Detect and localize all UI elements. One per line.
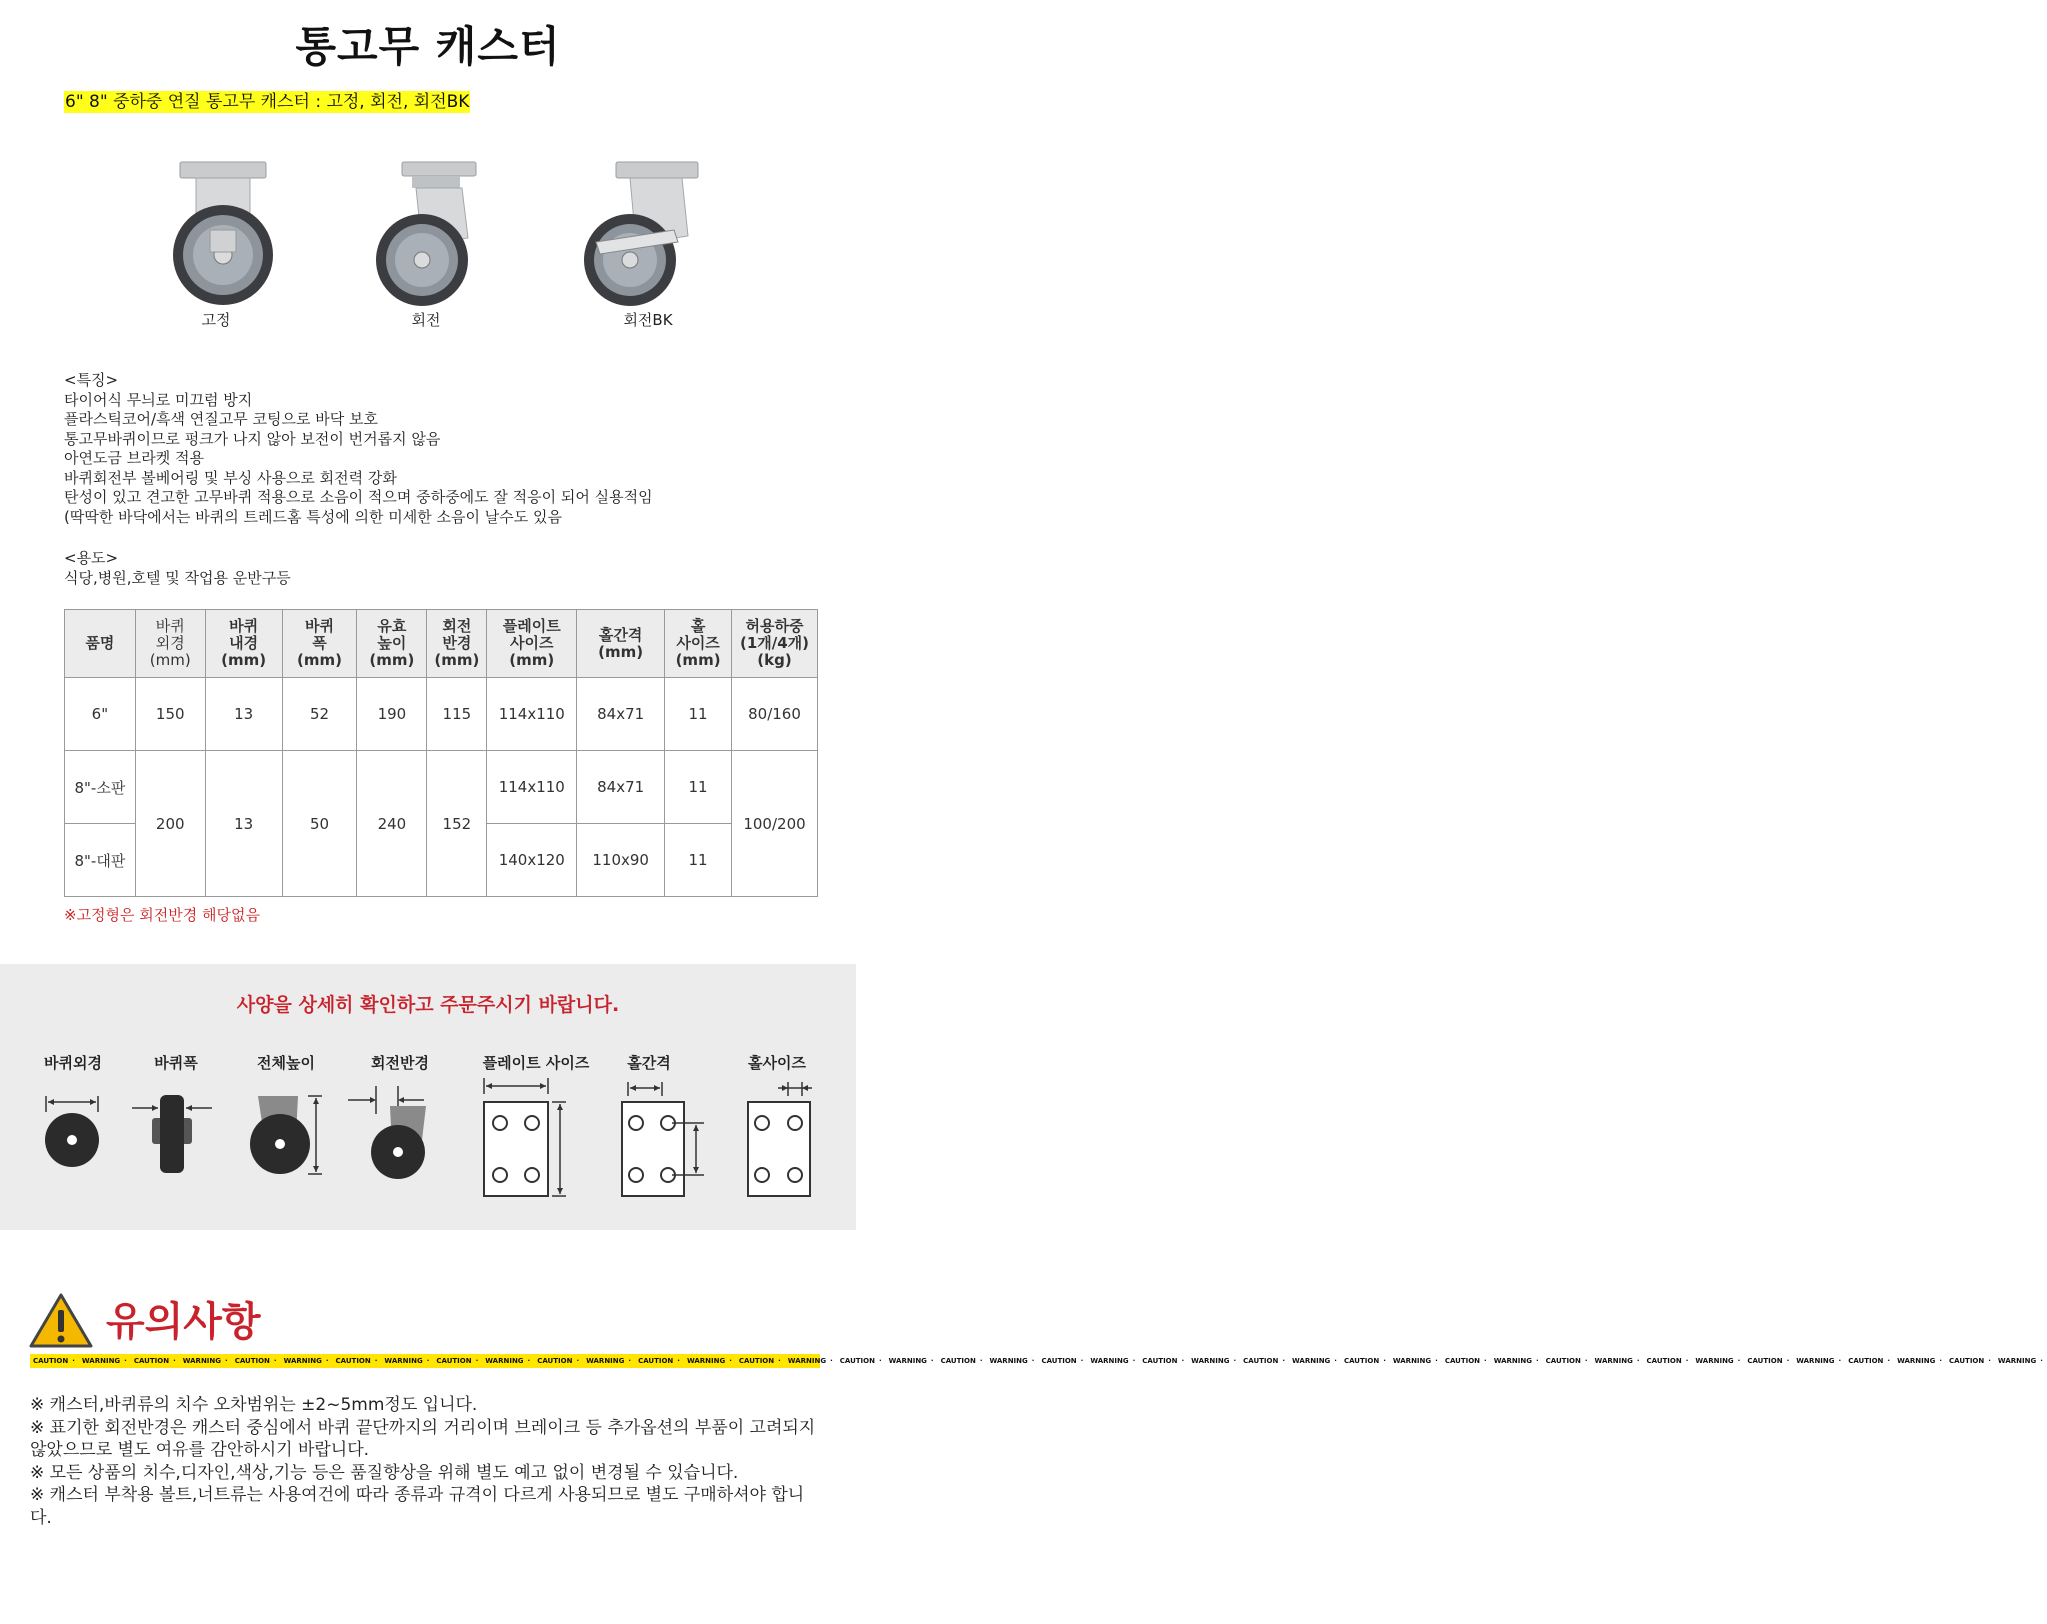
col-header-hole-size: 홀 사이즈 (mm) [665, 610, 732, 678]
caution-word: WARNING [182, 1357, 222, 1365]
feature-line: (딱딱한 바닥에서는 바퀴의 트레드홈 특성에 의한 미세한 소음이 날수도 있음 [64, 507, 562, 526]
col-header-wheel-width: 바퀴 폭 (mm) [282, 610, 357, 678]
product-subtitle: 6" 8" 중하중 연질 통고무 캐스터 : 고정, 회전, 회전BK [65, 92, 470, 112]
dim-label-plate-size: 플레이트 사이즈 [482, 1054, 590, 1072]
dim-label-hole-size: 홀사이즈 [748, 1054, 806, 1072]
col-header-load: 허용하중 (1개/4개) (kg) [732, 610, 818, 678]
dim-label-hole-pitch: 홀간격 [627, 1054, 671, 1072]
caution-word: CAUTION [1041, 1357, 1077, 1365]
caution-word: WARNING [1594, 1357, 1633, 1365]
cell-load: 80/160 [732, 678, 818, 751]
dim-label-swivel-radius: 회전반경 [371, 1054, 429, 1072]
table-note: ※고정형은 회전반경 해당없음 [64, 906, 260, 924]
usage-heading: <용도> [64, 549, 119, 567]
caution-word: CAUTION [537, 1357, 573, 1365]
cell-hole-pitch: 84x71 [577, 751, 665, 824]
caution-word: CAUTION [1343, 1357, 1380, 1365]
caution-word: CAUTION [839, 1357, 875, 1365]
notice-list [30, 1394, 820, 1529]
caution-word: WARNING [1392, 1357, 1432, 1365]
cell-load: 100/200 [732, 751, 818, 897]
cell-width: 52 [282, 678, 357, 751]
caster-label-fixed: 고정 [201, 311, 231, 329]
caution-word: CAUTION [335, 1357, 371, 1365]
caution-word: CAUTION [1949, 1357, 1985, 1365]
swivel-brake-caster-image [578, 160, 718, 310]
dimension-guide-heading: 사양을 상세히 확인하고 주문주시기 바랍니다. [236, 994, 620, 1016]
col-header-inner-diameter: 바퀴 내경 (mm) [205, 610, 282, 678]
cell-width: 50 [282, 751, 357, 897]
hole-size-icon [740, 1078, 830, 1200]
caution-word: WARNING [283, 1357, 322, 1365]
notice-title: 유의사항 [106, 1299, 261, 1345]
swivel-radius-icon [346, 1078, 436, 1188]
col-header-height: 유효 높이 (mm) [357, 610, 427, 678]
cell-plate: 114x110 [487, 678, 577, 751]
caution-word: WARNING [1090, 1357, 1129, 1365]
notice-item: ※ 캐스터 부착용 볼트,너트류는 사용여건에 따라 종류과 규격이 다르게 사용되므로 별도 구매하셔야 합니다. [30, 1485, 805, 1528]
cell-height: 190 [357, 678, 427, 751]
caution-word: CAUTION [940, 1357, 976, 1365]
caution-word: WARNING [485, 1357, 524, 1365]
caution-word: CAUTION [738, 1357, 775, 1365]
cell-hole-size: 11 [665, 751, 732, 824]
col-header-plate-size: 플레이트 사이즈 (mm) [487, 610, 577, 678]
table-row [65, 751, 818, 824]
caution-word: WARNING [888, 1357, 927, 1365]
caution-word: WARNING [1493, 1357, 1532, 1365]
notice-item: ※ 캐스터,바퀴류의 치수 오차범위는 ±2~5mm정도 입니다. [30, 1395, 478, 1415]
spec-table [64, 609, 818, 897]
fixed-caster-image [166, 160, 306, 310]
caution-word: WARNING [586, 1357, 625, 1365]
notice-item: ※ 표기한 회전반경은 캐스터 중심에서 바퀴 끝단까지의 거리이며 브레이크 등 추가옵션의 부품이 고려되지 않았으므로 별도 여유를 감안하시기 바랍니다. [30, 1417, 816, 1460]
total-height-icon [244, 1078, 334, 1188]
caution-word: WARNING [1796, 1357, 1835, 1365]
feature-line: 플라스틱코어/흑색 연질고무 코팅으로 바닥 보호 [64, 410, 378, 428]
cell-outer: 200 [135, 751, 205, 897]
cell-name: 8"-소판 [65, 751, 136, 824]
caution-word: WARNING [1695, 1357, 1734, 1365]
feature-line: 탄성이 있고 견고한 고무바퀴 적용으로 소음이 적으며 중하중에도 잘 적응이 되어 실용적임 [64, 488, 653, 506]
caution-word: CAUTION [1243, 1357, 1279, 1365]
table-row [65, 678, 818, 751]
caution-word: CAUTION [1646, 1357, 1682, 1365]
caution-word: CAUTION [638, 1357, 674, 1365]
cell-hole-pitch: 110x90 [577, 824, 665, 897]
col-header-name: 품명 [65, 610, 136, 678]
caution-word: WARNING [686, 1357, 726, 1365]
cell-inner: 13 [205, 751, 282, 897]
hole-pitch-icon [612, 1078, 712, 1200]
caution-word: CAUTION [234, 1357, 270, 1365]
col-header-hole-pitch: 홀간격 (mm) [577, 610, 665, 678]
cell-plate: 114x110 [487, 751, 577, 824]
features-heading: <특징> [64, 371, 119, 389]
feature-line: 통고무바퀴이므로 펑크가 나지 않아 보전이 번거롭지 않음 [64, 429, 441, 448]
caution-word: WARNING [1897, 1357, 1936, 1365]
cell-name: 8"-대판 [65, 824, 136, 897]
wheel-outer-diameter-icon [40, 1078, 110, 1188]
caution-word: WARNING [81, 1357, 121, 1365]
usage-section [64, 549, 291, 588]
caution-word: CAUTION [1444, 1357, 1481, 1365]
caution-word: WARNING [1191, 1357, 1230, 1365]
warning-triangle-icon [28, 1292, 94, 1350]
dim-label-wheel-width: 바퀴폭 [154, 1054, 198, 1072]
caution-word: CAUTION [33, 1357, 69, 1365]
cell-inner: 13 [205, 678, 282, 751]
feature-line: 타이어식 무늬로 미끄럼 방지 [64, 390, 253, 409]
cell-height: 240 [357, 751, 427, 897]
cell-outer: 150 [135, 678, 205, 751]
caster-label-swivel-brake: 회전BK [623, 311, 673, 329]
caution-word: CAUTION [1848, 1357, 1884, 1365]
caution-word: WARNING [1292, 1357, 1331, 1365]
cell-hole-pitch: 84x71 [577, 678, 665, 751]
caution-word: CAUTION [436, 1357, 472, 1365]
caution-word: WARNING [1997, 1357, 2037, 1365]
table-header-row [65, 610, 818, 678]
col-header-swivel-radius: 회전 반경 (mm) [427, 610, 487, 678]
cell-name: 6" [65, 678, 136, 751]
notice-item: ※ 모든 상품의 치수,디자인,색상,기능 등은 품질향상을 위해 별도 예고 없이 변경될 수 있습니다. [30, 1462, 739, 1483]
usage-text: 식당,병원,호텔 및 작업용 운반구등 [64, 568, 291, 587]
col-header-outer-diameter: 바퀴 외경 (mm) [135, 610, 205, 678]
wheel-width-icon [130, 1078, 220, 1188]
swivel-caster-image [372, 160, 512, 310]
feature-line: 바퀴회전부 볼베어링 및 부싱 사용으로 회전력 강화 [64, 468, 397, 487]
cell-hole-size: 11 [665, 824, 732, 897]
caster-label-swivel: 회전 [411, 311, 441, 329]
cell-hole-size: 11 [665, 678, 732, 751]
feature-line: 아연도금 브라켓 적용 [64, 449, 204, 467]
caution-word: CAUTION [133, 1357, 170, 1365]
plate-size-icon [470, 1078, 580, 1200]
caution-word: WARNING [787, 1357, 827, 1365]
dim-label-outer-diameter: 바퀴외경 [44, 1054, 102, 1072]
cell-radius: 152 [427, 751, 487, 897]
cell-plate: 140x120 [487, 824, 577, 897]
caution-word: CAUTION [1545, 1357, 1581, 1365]
features-section [64, 371, 653, 527]
caution-word: CAUTION [1747, 1357, 1783, 1365]
caution-word: WARNING [989, 1357, 1028, 1365]
caution-tape-strip: CAUTION · WARNING · CAUTION · WARNING · CAUTION · WARNING · CAUTION · WARNING · CAUTION · WARNING · CAUTION · WARNING · CAUTION · WARNING · CAUTION · WARNING · CAUTION · WARNING · CAUTION · WARNING · CAUTION · WARNING · CAUTION · WARNING · CAUTION · WARNING · CAUTION · WARNING · CAUTION · WARNING · CAUTION · WARNING · CAUTION · WARNING · CAUTION · WARNING · CAUTION · WARNING · CAUTION · WARNING · [30, 1354, 820, 1368]
caution-word: WARNING [384, 1357, 423, 1365]
dim-label-total-height: 전체높이 [257, 1054, 315, 1072]
cell-radius: 115 [427, 678, 487, 751]
caution-word: CAUTION [1142, 1357, 1178, 1365]
page-title: 통고무 캐스터 [295, 22, 561, 71]
